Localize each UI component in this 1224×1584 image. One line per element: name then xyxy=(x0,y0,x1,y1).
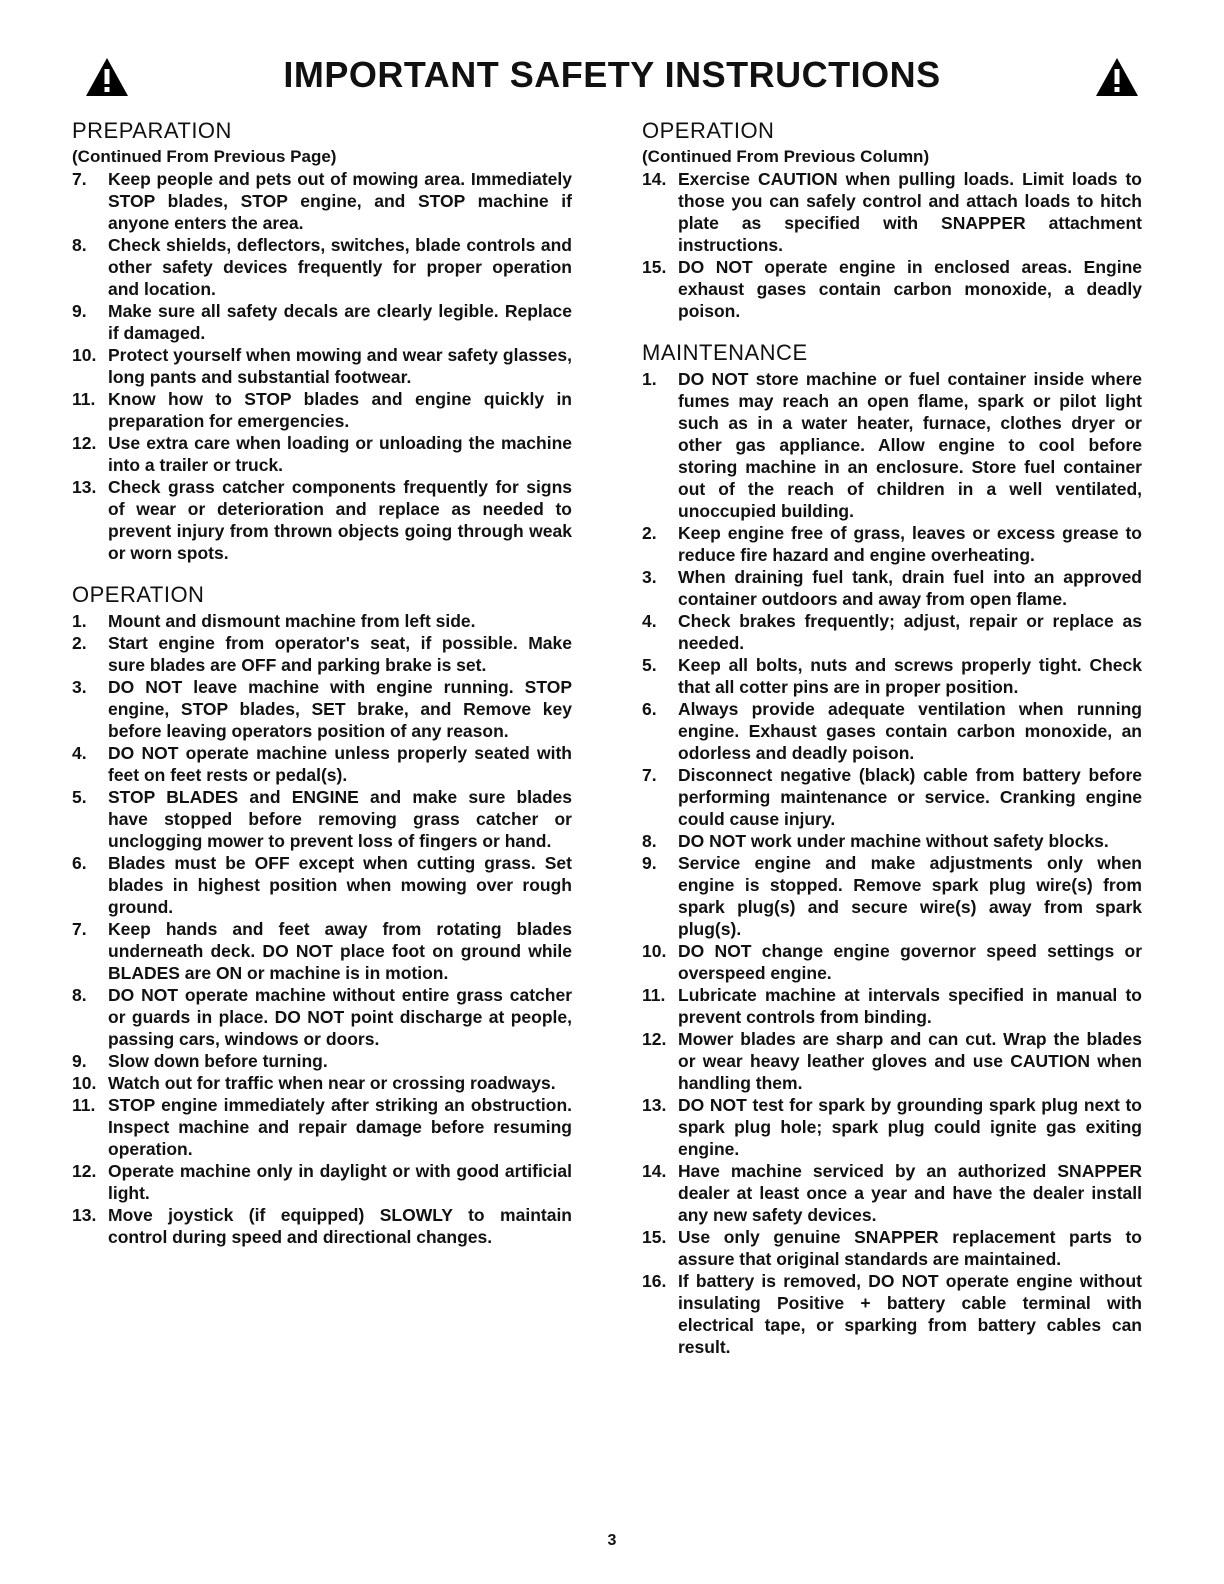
item-number: 15. xyxy=(642,257,667,277)
item-number: 7. xyxy=(72,919,87,939)
list-item xyxy=(72,1050,572,1072)
list-item xyxy=(642,984,1142,1028)
item-text: Exercise CAUTION when pulling loads. Limit loads to those you can safely control and attach loads to hitch plate as specified with SNAPPER attachment instructions. xyxy=(678,169,1142,255)
item-number: 14. xyxy=(642,169,667,189)
list-item xyxy=(642,764,1142,830)
item-number: 13. xyxy=(72,477,97,497)
item-text: Check grass catcher components frequently for signs of wear or deterioration and replace as needed to prevent injury from thrown objects going through weak or worn spots. xyxy=(108,477,572,563)
item-number: 5. xyxy=(642,655,657,675)
page-title: IMPORTANT SAFETY INSTRUCTIONS xyxy=(283,54,941,95)
item-text: If battery is removed, DO NOT operate engine without insulating Positive + battery cable terminal with electrical tape, or sparking from battery cables can result. xyxy=(678,1271,1142,1357)
item-number: 8. xyxy=(72,985,87,1005)
section-title-operation: OPERATION xyxy=(72,582,205,607)
list-item xyxy=(72,432,572,476)
item-text: Lubricate machine at intervals specified in manual to prevent controls from binding. xyxy=(678,985,1142,1027)
page-number: 3 xyxy=(607,1532,617,1549)
item-number: 6. xyxy=(72,853,87,873)
item-text: Have machine serviced by an authorized SNAPPER dealer at least once a year and have the dealer install any new safety devices. xyxy=(678,1161,1142,1225)
item-number: 4. xyxy=(72,743,87,763)
list-item xyxy=(72,1072,572,1094)
item-text: DO NOT store machine or fuel container inside where fumes may reach an open flame, spark or pilot light such as in a water heater, furnace, clothes dryer or other gas appliance. Allow engine to cool before storing machine in an enclosure. Store fuel container out of the reach of children in a well ventilated, unoccupied building. xyxy=(678,369,1142,521)
list-item xyxy=(72,984,572,1050)
item-number: 11. xyxy=(72,389,96,409)
list-item xyxy=(642,1094,1142,1160)
list-item xyxy=(72,388,572,432)
list-item xyxy=(72,234,572,300)
item-number: 2. xyxy=(72,633,87,653)
item-text: Keep engine free of grass, leaves or excess grease to reduce fire hazard and engine overheating. xyxy=(678,523,1142,565)
section-title-preparation: PREPARATION xyxy=(72,118,232,143)
item-text: DO NOT operate machine unless properly seated with feet on feet rests or pedal(s). xyxy=(108,743,572,785)
list-item xyxy=(72,676,572,742)
item-text: DO NOT operate machine without entire grass catcher or guards in place. DO NOT point discharge at people, passing cars, windows or doors. xyxy=(108,985,572,1049)
list-item xyxy=(72,1160,572,1204)
list-item xyxy=(72,168,572,234)
maintenance-list xyxy=(642,368,1142,1358)
list-item xyxy=(72,1204,572,1248)
item-number: 5. xyxy=(72,787,87,807)
left-column xyxy=(72,118,572,1248)
item-number: 1. xyxy=(72,611,87,631)
list-item xyxy=(72,918,572,984)
continued-note: (Continued From Previous Page) xyxy=(72,147,337,166)
list-item xyxy=(72,742,572,786)
item-text: Protect yourself when mowing and wear safety glasses, long pants and substantial footwear. xyxy=(108,345,572,387)
item-text: DO NOT leave machine with engine running. STOP engine, STOP blades, SET brake, and Remove key before leaving operators position of any reason. xyxy=(108,677,572,741)
warning-triangle-icon xyxy=(1094,56,1140,98)
item-text: DO NOT work under machine without safety blocks. xyxy=(678,831,1109,851)
item-text: Mount and dismount machine from left side. xyxy=(108,611,476,631)
item-number: 11. xyxy=(72,1095,96,1115)
item-text: Use extra care when loading or unloading the machine into a trailer or truck. xyxy=(108,433,572,475)
continued-note: (Continued From Previous Column) xyxy=(642,147,930,166)
item-number: 9. xyxy=(72,1051,87,1071)
item-text: Keep all bolts, nuts and screws properly tight. Check that all cotter pins are in proper position. xyxy=(678,655,1142,697)
item-text: Blades must be OFF except when cutting grass. Set blades in highest position when mowing over rough ground. xyxy=(108,853,572,917)
list-item xyxy=(72,1094,572,1160)
list-item xyxy=(642,368,1142,522)
item-text: Always provide adequate ventilation when running engine. Exhaust gases contain carbon monoxide, an odorless and deadly poison. xyxy=(678,699,1142,763)
section-title-maintenance: MAINTENANCE xyxy=(642,340,808,365)
list-item xyxy=(642,1160,1142,1226)
item-number: 14. xyxy=(642,1161,667,1181)
item-text: STOP BLADES and ENGINE and make sure blades have stopped before removing grass catcher or unclogging mower to prevent loss of fingers or hand. xyxy=(108,787,572,851)
item-text: Keep hands and feet away from rotating blades underneath deck. DO NOT place foot on ground while BLADES are ON or machine is in motion. xyxy=(108,919,572,983)
item-text: Slow down before turning. xyxy=(108,1051,328,1071)
item-number: 2. xyxy=(642,523,657,543)
item-number: 3. xyxy=(72,677,87,697)
item-text: Use only genuine SNAPPER replacement parts to assure that original standards are maintained. xyxy=(678,1227,1142,1269)
list-item xyxy=(642,698,1142,764)
list-item xyxy=(72,476,572,564)
list-item xyxy=(642,654,1142,698)
section-title-operation-continued: OPERATION xyxy=(642,118,775,143)
item-text: When draining fuel tank, drain fuel into an approved container outdoors and away from open flame. xyxy=(678,567,1142,609)
item-number: 7. xyxy=(642,765,657,785)
list-item xyxy=(642,830,1142,852)
item-number: 12. xyxy=(72,1161,97,1181)
list-item xyxy=(72,300,572,344)
list-item xyxy=(642,940,1142,984)
item-text: Check shields, deflectors, switches, blade controls and other safety devices frequently for proper operation and location. xyxy=(108,235,572,299)
list-item xyxy=(642,852,1142,940)
item-number: 9. xyxy=(642,853,657,873)
item-number: 3. xyxy=(642,567,657,587)
item-number: 10. xyxy=(642,941,667,961)
list-item xyxy=(642,522,1142,566)
list-item xyxy=(642,168,1142,256)
item-text: Start engine from operator's seat, if possible. Make sure blades are OFF and parking brake is set. xyxy=(108,633,572,675)
item-text: Check brakes frequently; adjust, repair or replace as needed. xyxy=(678,611,1142,653)
list-item xyxy=(642,256,1142,322)
list-item xyxy=(642,1028,1142,1094)
item-text: Service engine and make adjustments only when engine is stopped. Remove spark plug wire(s) from spark plug(s) and secure wire(s) away from spark plug(s). xyxy=(678,853,1142,939)
operation-list xyxy=(72,610,572,1248)
page-header xyxy=(60,52,1164,108)
item-text: Disconnect negative (black) cable from battery before performing maintenance or service. Cranking engine could cause injury. xyxy=(678,765,1142,829)
list-item xyxy=(72,852,572,918)
item-text: Keep people and pets out of mowing area. Immediately STOP blades, STOP engine, and STOP machine if anyone enters the area. xyxy=(108,169,572,233)
item-text: Watch out for traffic when near or crossing roadways. xyxy=(108,1073,556,1093)
list-item xyxy=(642,1226,1142,1270)
item-text: Mower blades are sharp and can cut. Wrap the blades or wear heavy leather gloves and use CAUTION when handling them. xyxy=(678,1029,1142,1093)
item-number: 12. xyxy=(642,1029,667,1049)
list-item xyxy=(72,344,572,388)
right-column xyxy=(642,118,1142,1358)
item-number: 12. xyxy=(72,433,97,453)
list-item xyxy=(642,566,1142,610)
item-number: 7. xyxy=(72,169,87,189)
item-text: Move joystick (if equipped) SLOWLY to maintain control during speed and directional changes. xyxy=(108,1205,572,1247)
item-number: 16. xyxy=(642,1271,667,1291)
preparation-list xyxy=(72,168,572,564)
list-item xyxy=(72,610,572,632)
item-text: Make sure all safety decals are clearly legible. Replace if damaged. xyxy=(108,301,572,343)
item-number: 4. xyxy=(642,611,657,631)
item-text: STOP engine immediately after striking an obstruction. Inspect machine and repair damage before resuming operation. xyxy=(108,1095,572,1159)
operation-continued-list xyxy=(642,168,1142,322)
item-number: 10. xyxy=(72,1073,97,1093)
list-item xyxy=(72,786,572,852)
item-text: Operate machine only in daylight or with good artificial light. xyxy=(108,1161,572,1203)
item-number: 6. xyxy=(642,699,657,719)
item-number: 1. xyxy=(642,369,657,389)
item-number: 15. xyxy=(642,1227,667,1247)
item-text: Know how to STOP blades and engine quickly in preparation for emergencies. xyxy=(108,389,572,431)
item-number: 8. xyxy=(642,831,657,851)
item-number: 10. xyxy=(72,345,97,365)
item-number: 13. xyxy=(72,1205,97,1225)
item-text: DO NOT test for spark by grounding spark plug next to spark plug hole; spark plug could ignite gas exiting engine. xyxy=(678,1095,1142,1159)
list-item xyxy=(642,610,1142,654)
item-number: 9. xyxy=(72,301,87,321)
item-text: DO NOT operate engine in enclosed areas. Engine exhaust gases contain carbon monoxide, a deadly poison. xyxy=(678,257,1142,321)
item-number: 8. xyxy=(72,235,87,255)
item-number: 13. xyxy=(642,1095,667,1115)
item-text: DO NOT change engine governor speed settings or overspeed engine. xyxy=(678,941,1142,983)
list-item xyxy=(642,1270,1142,1358)
item-number: 11. xyxy=(642,985,666,1005)
list-item xyxy=(72,632,572,676)
